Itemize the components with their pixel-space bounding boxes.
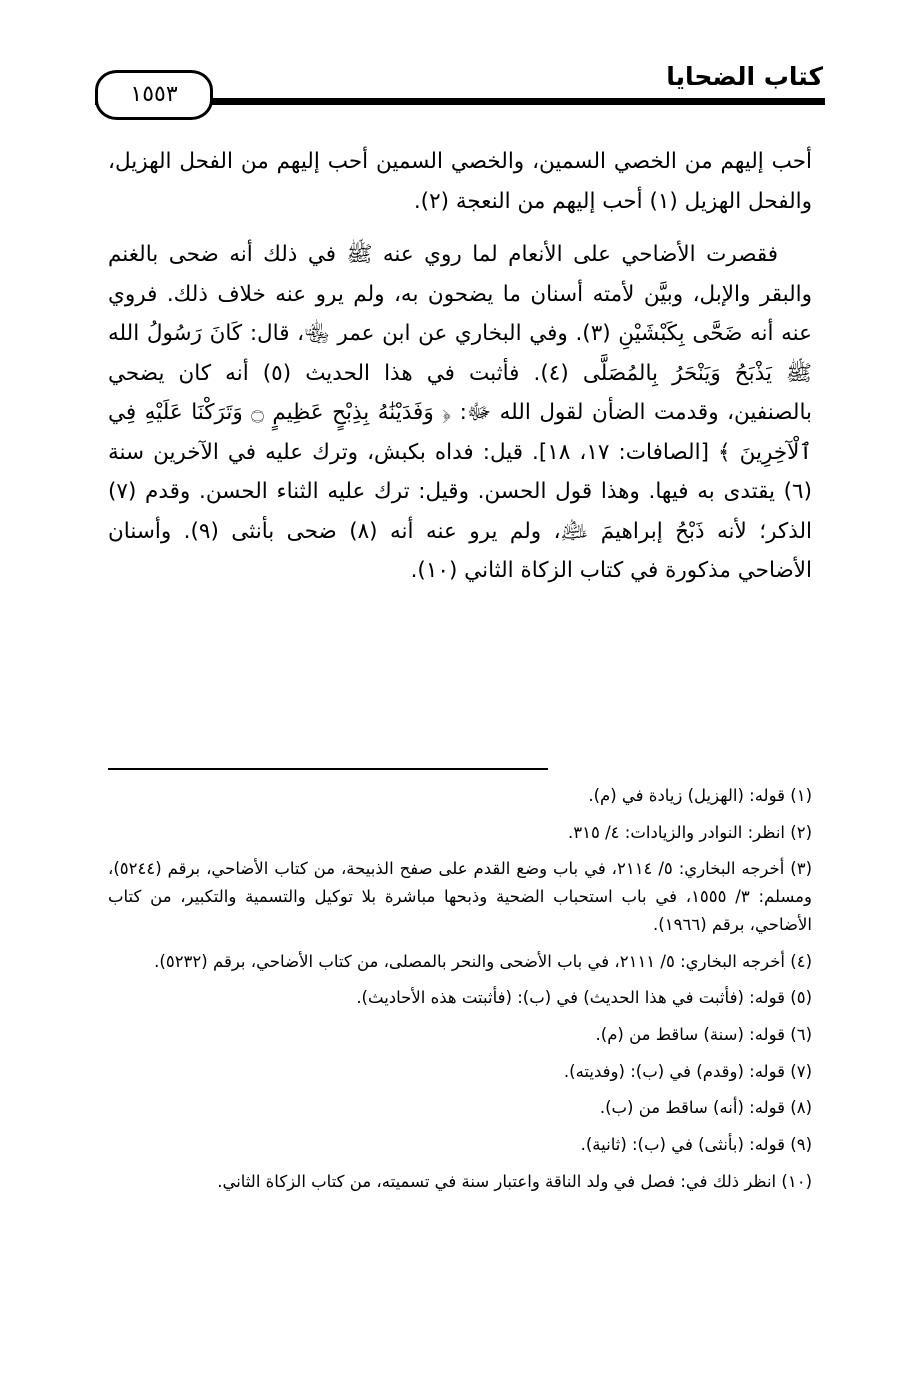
page-header bbox=[95, 62, 825, 118]
page-number: ١٥٥٣ bbox=[130, 82, 178, 107]
footnote-item: (٧) قوله: (وقدم) في (ب): (وفديته). bbox=[563, 1061, 812, 1081]
paragraph: أحب إليهم من الخصي السمين، والخصي السمين أحب إليهم من الفحل الهزيل، والفحل الهزيل (١) أحب إليهم من النعجة (٢). bbox=[108, 149, 812, 214]
footnote-item: (٦) قوله: (سنة) ساقط من (م). bbox=[595, 1025, 812, 1045]
footnotes-section bbox=[108, 782, 812, 1205]
footnote-item: (٩) قوله: (بأنثى) في (ب): (ثانية). bbox=[580, 1135, 812, 1155]
book-title: كتاب الضحايا bbox=[660, 62, 825, 91]
footnote-item: (٣) أخرجه البخاري: ٥/ ٢١١٤، في باب وضع القدم على صفح الذبيحة، من كتاب الأضاحي، برقم (٥٢٤٤)، ومسلم: ٣/ ١٥٥٥، في باب استحباب الضحية وذبحها مباشرة بلا توكيل والتسمية والتكبير، من كتاب الأضاحي، برقم (١٩٦٦). bbox=[108, 859, 812, 934]
footnote-separator bbox=[108, 768, 548, 770]
footnote-item: (٤) أخرجه البخاري: ٥/ ٢١١١، في باب الأضحى والنحر بالمصلى، من كتاب الأضاحي، برقم (٥٢٣٢). bbox=[154, 951, 812, 971]
paragraph: فقصرت الأضاحي على الأنعام لما روي عنه ﷺ في ذلك أنه ضحى بالغنم والبقر والإبل، وبيَّن لأمته أسنان ما يضحون به، ولم يرو عنه خلاف ذلك. فروي عنه أنه ضَحَّى بِكَبْشَيْنِ (٣). وفي البخاري عن ابن عمر ﵄، قال: كَانَ رَسُولُ الله ﷺ يَذْبَحُ وَيَنْحَرُ بِالمُصَلَّى (٤). فأثبت في هذا الحديث (٥) أنه كان يضحي بالصنفين، وقدمت الضأن لقول الله ﷻ: ﴿ وَفَدَيْنَٰهُ بِذِبْحٍ عَظِيمٍ ۝ وَتَرَكْنَا عَلَيْهِ فِي ٱلْآخِرِينَ ﴾ [الصافات: ١٧، ١٨]. قيل: فداه بكبش، وترك عليه في الآخرين سنة (٦) يقتدى به فيها. وهذا قول الحسن. وقيل: ترك عليه الثناء الحسن. وقدم (٧) الذكر؛ لأنه ذَبْحُ إبراهيمَ ﵇، ولم يرو عنه أنه (٨) ضحى بأنثى (٩). وأسنان الأضاحي مذكورة في كتاب الزكاة الثاني (١٠). bbox=[108, 242, 813, 584]
footnote-item: (٥) قوله: (فأثبت في هذا الحديث) في (ب): (فأثبتت هذه الأحاديث). bbox=[356, 988, 812, 1008]
footnote-item: (١) قوله: (الهزيل) زيادة في (م). bbox=[588, 786, 812, 805]
body-text bbox=[108, 142, 812, 605]
footnote-item: (١٠) انظر ذلك في: فصل في ولد الناقة واعتبار سنة في تسميته، من كتاب الزكاة الثاني. bbox=[217, 1171, 812, 1191]
page-number-badge bbox=[95, 70, 213, 120]
footnote-item: (٨) قوله: (أنه) ساقط من (ب). bbox=[599, 1098, 812, 1118]
footnote-item: (٢) انظر: النوادر والزيادات: ٤/ ٣١٥. bbox=[568, 822, 812, 842]
